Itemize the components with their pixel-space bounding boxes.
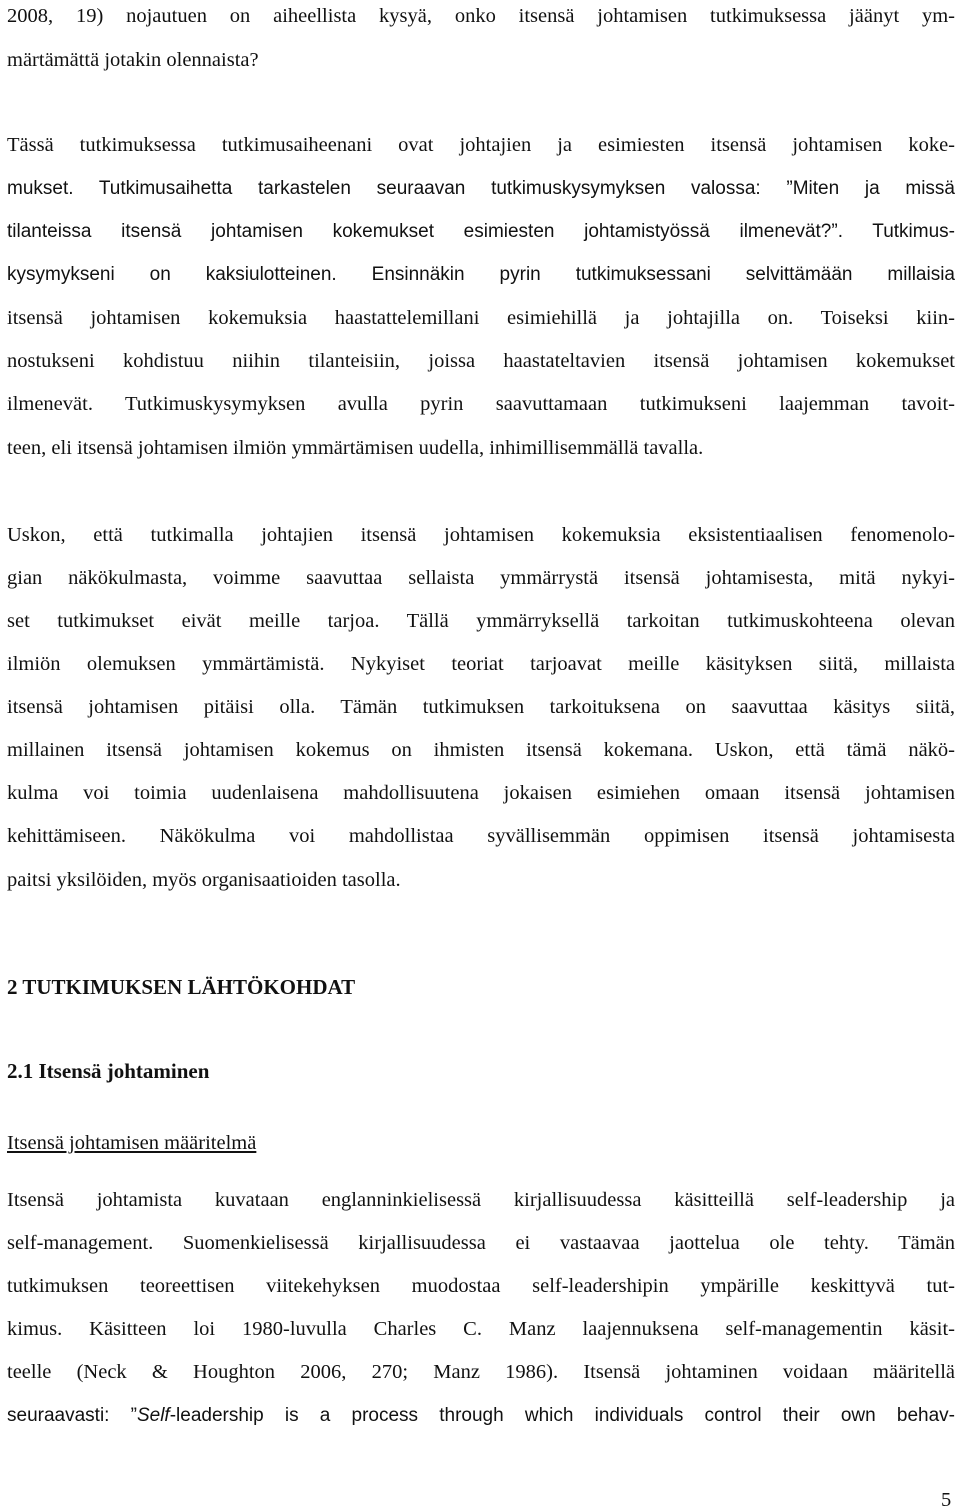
para3-line7: kulma voi toimia uudenlaisena mahdollisuutena jokaisen esimiehen omaan itsensä johtamisen [7,782,955,804]
para2-line8: teen, eli itsensä johtamisen ilmiön ymmärtämisen uudella, inhimillisemmällä tavalla. [7,437,704,459]
subsection-heading: 2.1 Itsensä johtaminen [7,1059,210,1083]
para2-line2 [7,175,955,203]
section-heading: 2 TUTKIMUKSEN LÄHTÖKOHDAT [7,975,356,999]
para2-line1: Tässä tutkimuksessa tutkimusaiheenani ovat johtajien ja esimiesten itsensä johtamisen koke- [7,134,955,156]
para3-line5: itsensä johtamisen pitäisi olla. Tämän tutkimuksen tarkoituksena on saavuttaa käsitys siitä, [7,696,955,718]
para2-line4: kysymykseni on kaksiulotteinen. Ensinnäkin pyrin tutkimuksessani selvittämään millaisia [7,264,955,285]
para4-line6-rest: -leadership is a process through which individuals control their own behav- [169,1405,955,1426]
para4-line3: tutkimuksen teoreettisen viitekehyksen muodostaa self-leadershipin ympärille keskittyvä tut- [7,1275,955,1297]
para3-line2: gian näkökulmasta, voimme saavuttaa sellaista ymmärrystä itsensä johtamisesta, mitä nykyi- [7,567,955,589]
para4-line1: Itsensä johtamista kuvataan englanninkielisessä kirjallisuudessa käsitteillä self-leadership ja [7,1189,955,1211]
subsubsection-heading [7,1129,256,1157]
para4-line2: self-management. Suomenkielisessä kirjallisuudessa ei vastaavaa jaottelua ole tehty. Tämän [7,1232,955,1254]
para4-line4: kimus. Käsitteen loi 1980-luvulla Charles C. Manz laajennuksena self-managementin käsit- [7,1318,955,1340]
para3-line1: Uskon, että tutkimalla johtajien itsensä johtamisen kokemuksia eksistentiaalisen fenomenolo- [7,524,955,546]
para2-line2-text: mukset. Tutkimusaihetta tarkastelen seuraavan tutkimuskysymyksen valossa: ”Miten ja missä [7,178,955,199]
para4-line5: teelle (Neck & Houghton 2006, 270; Manz 1986). Itsensä johtaminen voidaan määritellä [7,1361,955,1383]
para2-line5: itsensä johtamisen kokemuksia haastattelemillani esimiehillä ja johtajilla on. Toiseksi kiin- [7,307,955,329]
para3-line9: paitsi yksilöiden, myös organisaatioiden tasolla. [7,869,401,891]
para4-line6-lead: seuraavasti: ” [7,1405,137,1426]
para3-line3: set tutkimukset eivät meille tarjoa. Tällä ymmärryksellä tarkoitan tutkimuskohteena olevan [7,610,955,632]
para3-line6: millainen itsensä johtamisen kokemus on ihmisten itsensä kokemana. Uskon, että tämä näkö- [7,739,955,761]
para3-line4: ilmiön olemuksen ymmärtämistä. Nykyiset teoriat tarjoavat meille käsityksen siitä, millaista [7,653,955,675]
para2-line3: tilanteissa itsensä johtamisen kokemukset esimiesten johtamistyössä ilmenevät?”. Tutkimus- [7,221,955,242]
para2-line7: ilmenevät. Tutkimuskysymyksen avulla pyrin saavuttamaan tutkimukseni laajemman tavoit- [7,393,955,415]
para2-line6: nostukseni kohdistuu niihin tilanteisiin, joissa haastateltavien itsensä johtamisen kokemukset [7,350,955,372]
para3-line8: kehittämiseen. Näkökulma voi mahdollistaa syvällisemmän oppimisen itsensä johtamisesta [7,825,955,847]
para4-line6 [7,1402,955,1430]
definition-heading: Itsensä johtamisen määritelmä [7,1132,257,1154]
page-number: 5 [941,1489,952,1511]
para1-line2: märtämättä jotakin olennaista? [7,49,259,71]
para1-line1: 2008, 19) nojautuen on aiheellista kysyä, onko itsensä johtamisen tutkimuksessa jäänyt ym- [7,5,955,27]
para4-line6-italic: Self [136,1405,170,1426]
